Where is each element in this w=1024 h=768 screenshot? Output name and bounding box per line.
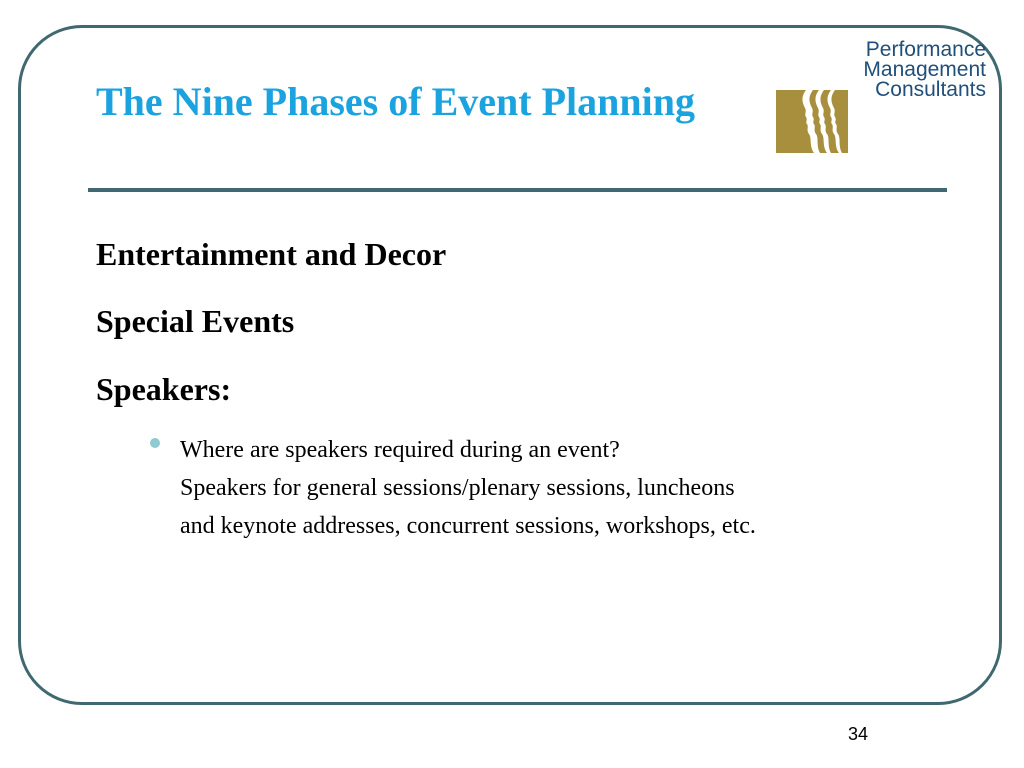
logo-line-3: Consultants (875, 78, 986, 101)
bullet-line-3: and keynote addresses, concurrent sessions, workshops, etc. (180, 513, 756, 539)
bullet-line-2: Speakers for general sessions/plenary sessions, luncheons (180, 475, 735, 501)
heading-special-events: Special Events (96, 303, 295, 339)
bullet-text (180, 431, 940, 545)
logo-line-2: Management (863, 58, 986, 81)
bullet-dot-icon (150, 438, 160, 448)
slide-title: The Nine Phases of Event Planning (96, 79, 695, 124)
heading-entertainment-decor: Entertainment and Decor (96, 236, 447, 272)
title-divider (88, 188, 947, 192)
profile-faces-icon (776, 90, 848, 153)
bullet-line-1: Where are speakers required during an event? (180, 437, 620, 463)
page-number: 34 (847, 724, 868, 744)
company-logo (776, 40, 986, 156)
heading-speakers: Speakers: (96, 371, 232, 407)
logo-line-1: Performance (865, 38, 986, 61)
